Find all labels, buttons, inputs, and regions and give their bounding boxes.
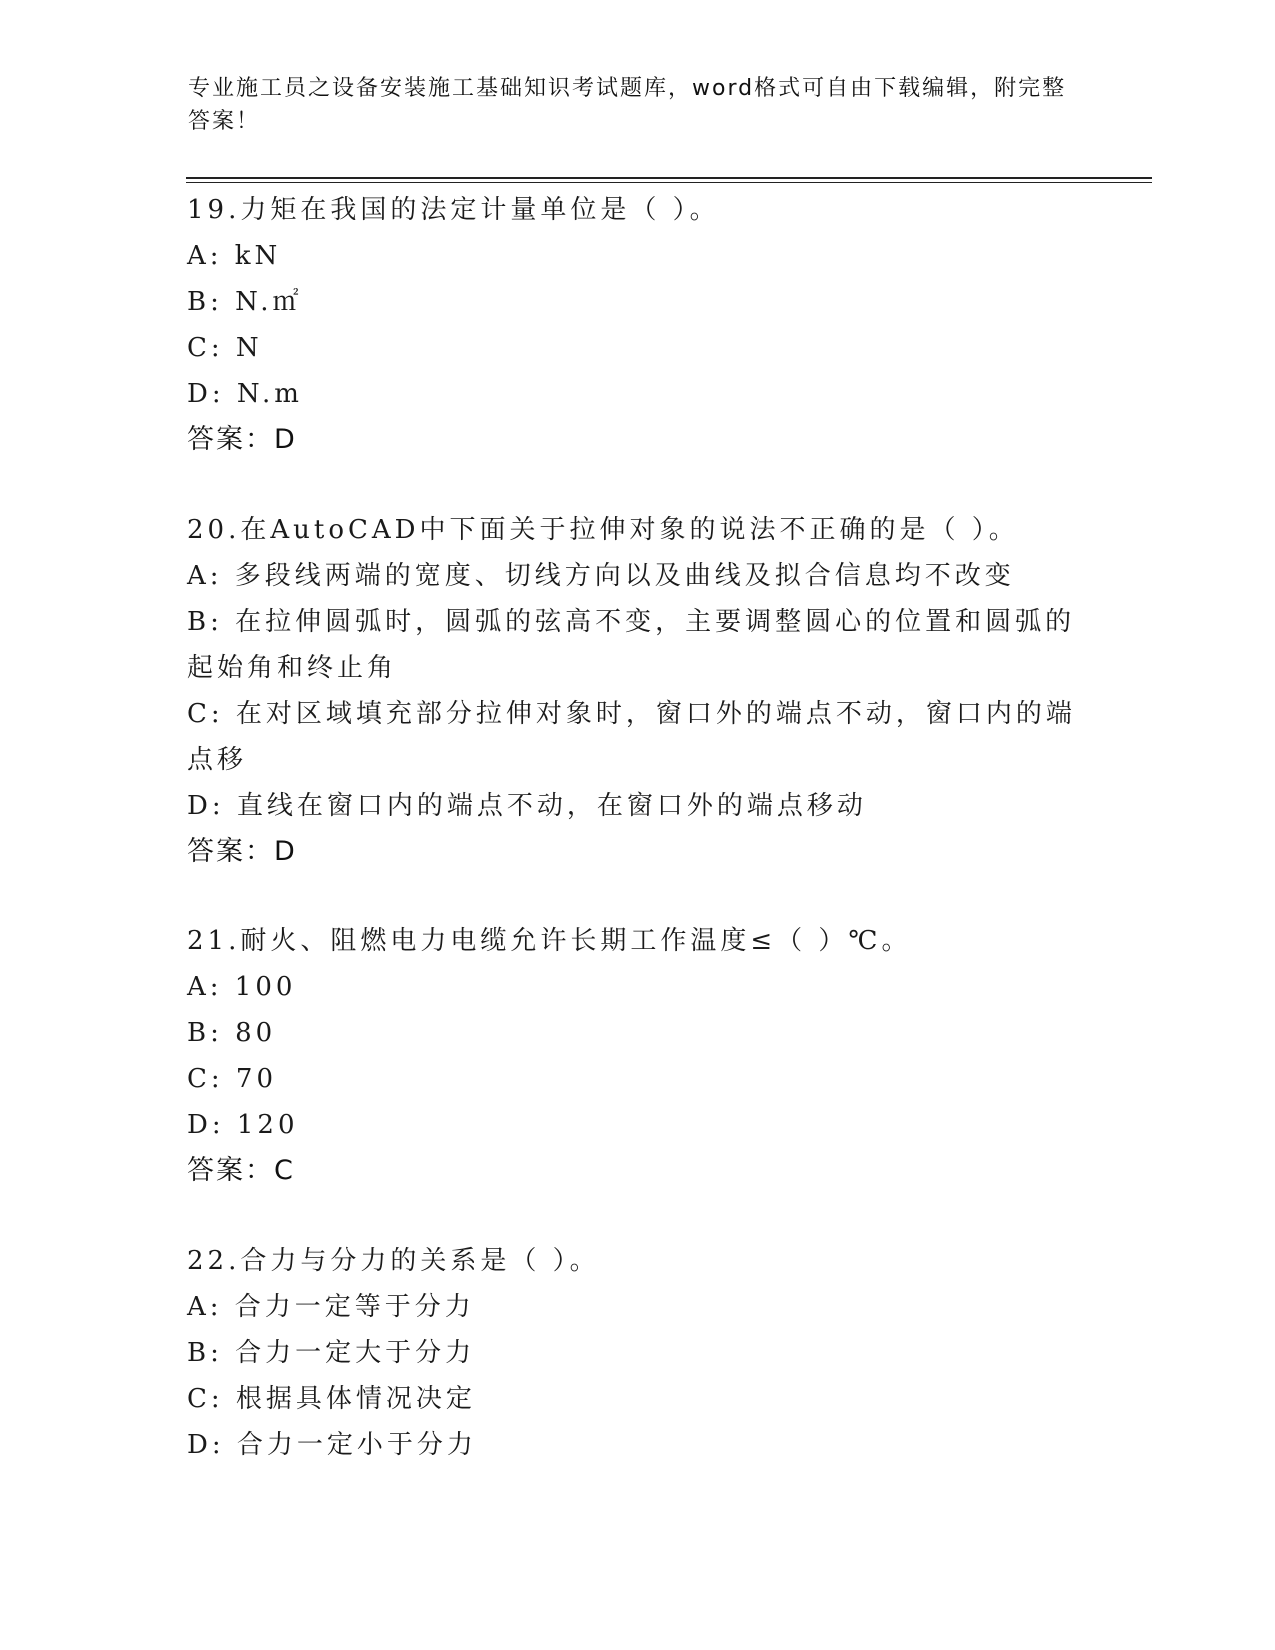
option-d: D: 直线在窗口内的端点不动，在窗口外的端点移动	[187, 791, 867, 821]
option-b: B: N.㎡	[187, 287, 303, 317]
answer: 答案：D	[187, 424, 297, 455]
document-header: 专业施工员之设备安装施工基础知识考试题库，word格式可自由下载编辑，附完整答案！	[188, 76, 1067, 134]
option-b: B: 在拉伸圆弧时，圆弧的弦高不变，主要调整圆心的位置和圆弧的起始角和终止角	[187, 607, 1076, 683]
option-c: C: N	[187, 333, 263, 363]
option-a: A: 100	[187, 972, 297, 1002]
option-b: B: 80	[187, 1018, 277, 1048]
option-b: B: 合力一定大于分力	[187, 1338, 476, 1368]
option-d: D: 120	[187, 1110, 299, 1140]
option-a: A: kN	[187, 241, 282, 271]
option-c: C: 70	[187, 1064, 278, 1094]
option-c: C: 根据具体情况决定	[187, 1384, 476, 1414]
option-d: D: 合力一定小于分力	[187, 1430, 477, 1460]
option-d: D: N.m	[187, 379, 303, 409]
question-stem: 22.合力与分力的关系是（ ）。	[187, 1246, 600, 1276]
question-21	[187, 918, 1087, 1194]
answer: 答案：C	[187, 1155, 295, 1186]
question-19	[187, 187, 1087, 463]
header-divider-thin	[186, 182, 1152, 183]
header-divider-thick	[186, 177, 1152, 179]
question-22	[187, 1238, 1087, 1468]
answer: 答案：D	[187, 836, 297, 867]
question-20	[187, 507, 1087, 875]
question-stem: 21.耐火、阻燃电力电缆允许长期工作温度≤（ ）℃。	[187, 926, 912, 956]
option-c: C: 在对区域填充部分拉伸对象时，窗口外的端点不动，窗口内的端点移	[187, 699, 1076, 775]
question-stem: 19.力矩在我国的法定计量单位是（ ）。	[187, 195, 720, 225]
option-a: A: 多段线两端的宽度、切线方向以及曲线及拟合信息均不改变	[187, 561, 1015, 591]
question-stem: 20.在AutoCAD中下面关于拉伸对象的说法不正确的是（ ）。	[187, 515, 1019, 545]
option-a: A: 合力一定等于分力	[187, 1292, 475, 1322]
